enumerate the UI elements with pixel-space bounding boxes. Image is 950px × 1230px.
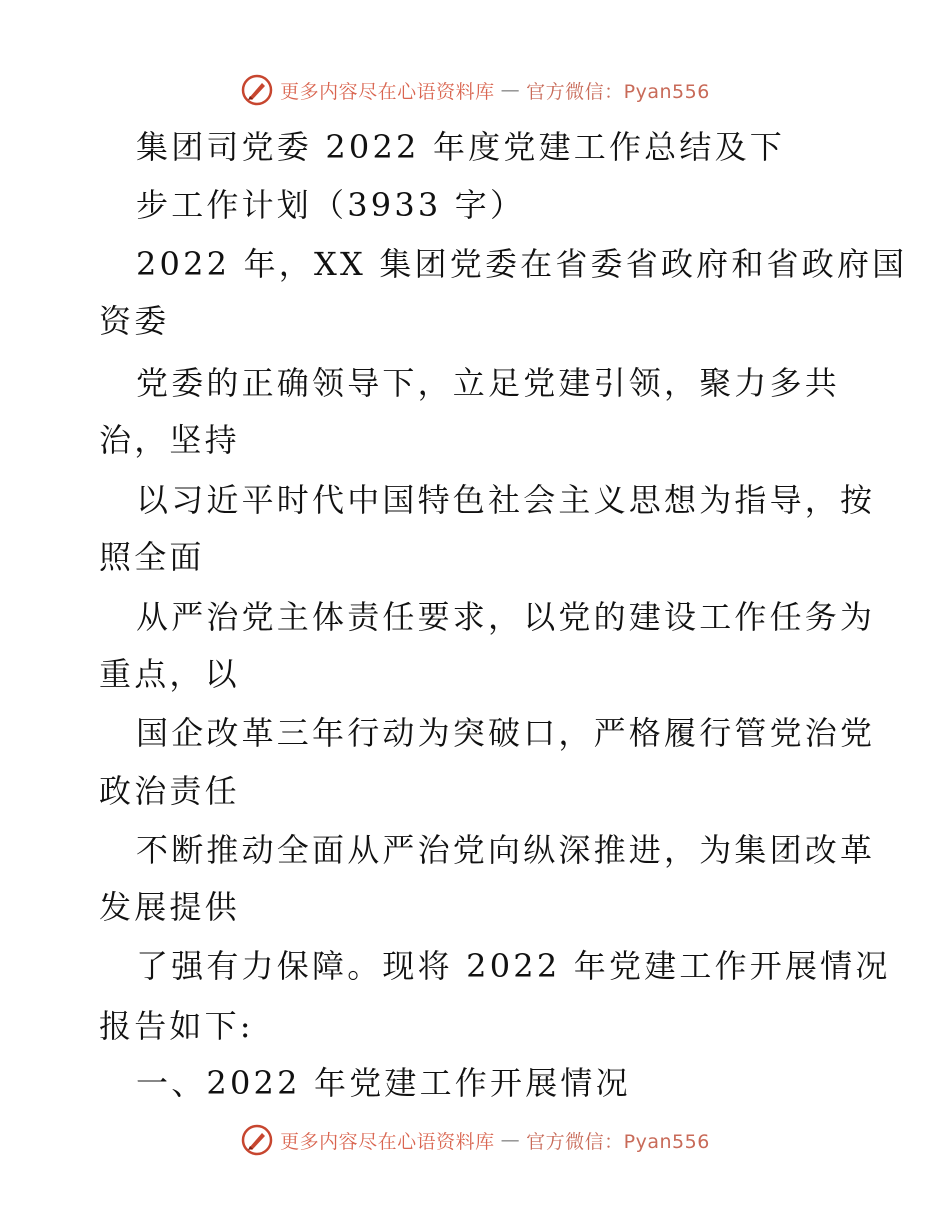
footer-banner-content	[240, 1123, 710, 1157]
doc-title-line-2: 步工作计划（3933 字）	[136, 186, 526, 224]
paragraph-7-line-1: 了强有力保障。现将 2022 年党建工作开展情况	[136, 947, 891, 985]
banner-separator: —	[500, 79, 521, 101]
paragraph-3-line-2: 照全面	[99, 538, 205, 576]
paragraph-4-line-2: 重点，以	[99, 655, 240, 693]
paragraph-1-line-1: 2022 年，XX 集团党委在省委省政府和省政府国	[136, 245, 908, 283]
doc-title-line-1: 集团司党委 2022 年度党建工作总结及下	[136, 128, 785, 166]
paragraph-4-line-1: 从严治党主体责任要求，以党的建设工作任务为	[136, 598, 876, 636]
pen-logo-icon	[240, 1123, 274, 1157]
paragraph-7-line-2: 报告如下:	[99, 1007, 254, 1045]
paragraph-6-line-2: 发展提供	[99, 888, 240, 926]
paragraph-6-line-1: 不断推动全面从严治党向纵深推进，为集团改革	[136, 831, 876, 869]
banner-text: 更多内容尽在心语资料库	[280, 1130, 495, 1153]
banner-text: 更多内容尽在心语资料库	[280, 80, 495, 103]
banner-wechat: 官方微信：Pyan556	[526, 80, 710, 103]
paragraph-2-line-2: 治，坚持	[99, 421, 240, 459]
footer-banner	[0, 1120, 950, 1160]
paragraph-5-line-2: 政治责任	[99, 772, 240, 810]
paragraph-1-line-2: 资委	[99, 302, 170, 340]
section-heading: 一、2022 年党建工作开展情况	[136, 1064, 631, 1102]
paragraph-3-line-1: 以习近平时代中国特色社会主义思想为指导，按	[136, 481, 876, 519]
paragraph-2-line-1: 党委的正确领导下，立足党建引领，聚力多共	[136, 364, 841, 402]
banner-wechat: 官方微信：Pyan556	[526, 1130, 710, 1153]
banner-separator: —	[500, 1129, 521, 1151]
paragraph-5-line-1: 国企改革三年行动为突破口，严格履行管党治党	[136, 714, 876, 752]
